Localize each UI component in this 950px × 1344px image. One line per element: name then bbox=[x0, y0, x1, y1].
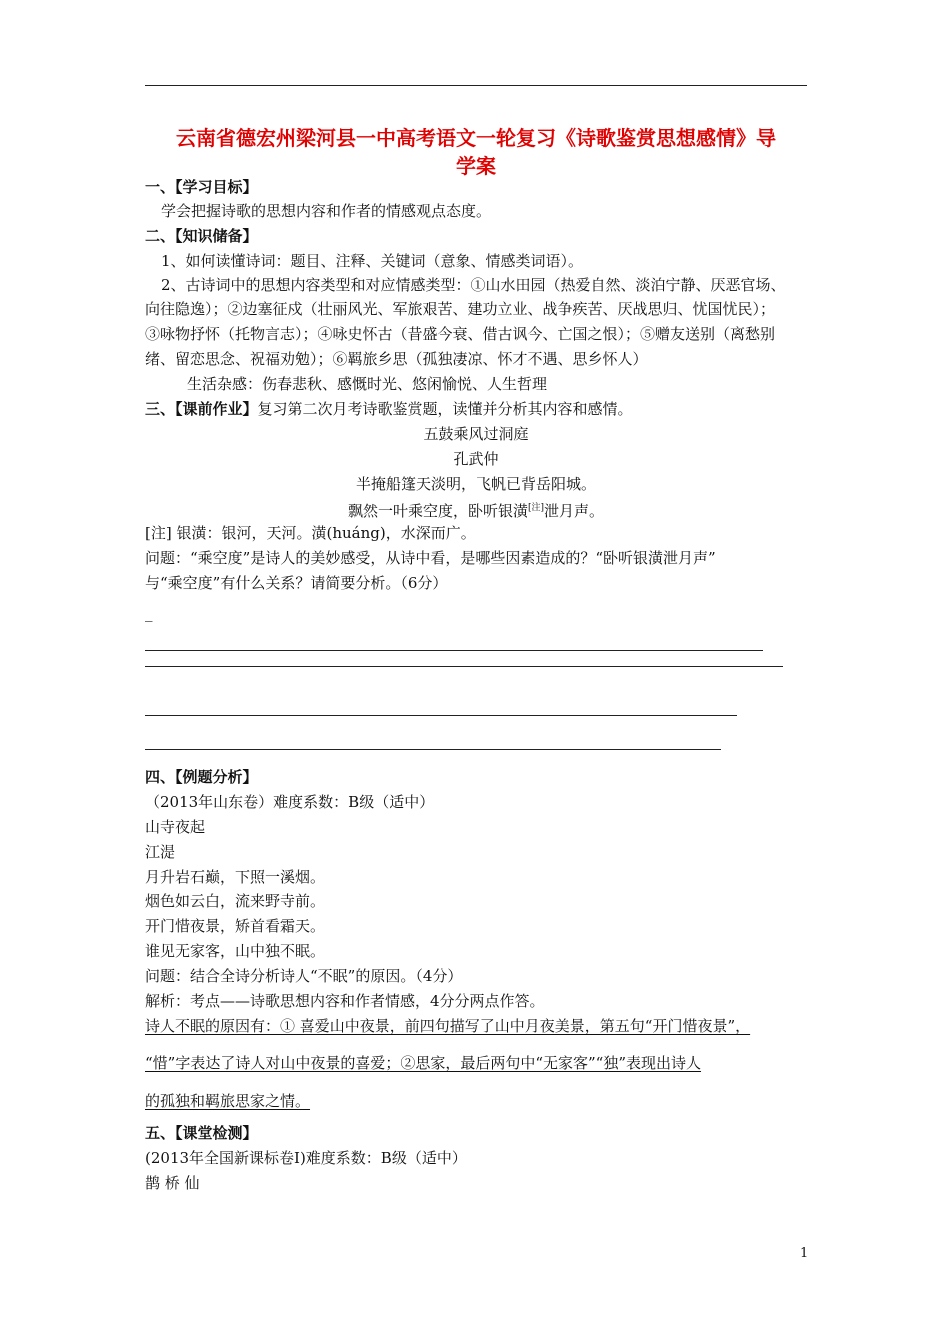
poem2-author: 江湜 bbox=[145, 843, 176, 861]
section3-text: 复习第二次月考诗歌鉴赏题，读懂并分析其内容和感情。 bbox=[257, 400, 633, 418]
answer-line-4[interactable] bbox=[145, 749, 721, 750]
poem1-line1: 半掩船篷天淡明，飞帆已背岳阳城。 bbox=[355, 475, 596, 493]
section5-source: (2013年全国新课标卷Ⅰ)难度系数：B级（适中） bbox=[145, 1149, 467, 1167]
poem1-line2 bbox=[145, 497, 807, 522]
answer-line1: 诗人不眠的原因有：① 喜爱山中夜景，前四句描写了山中月夜美景，第五句“开门惜夜景”， bbox=[145, 1017, 751, 1035]
section2-para2-line1: 2、古诗词中的思想内容类型和对应情感类型：①山水田园（热爱自然、淡泊宁静、厌恶官场、 bbox=[161, 276, 786, 294]
poem1-author: 孔武仲 bbox=[453, 450, 499, 468]
section2-para1: 1、如何读懂诗词：题目、注释、关键词（意象、情感类词语）。 bbox=[161, 252, 584, 270]
section2-heading: 二、【知识储备】 bbox=[145, 227, 258, 245]
answer-line-1[interactable] bbox=[145, 650, 763, 651]
document-title-line2: 学案 bbox=[456, 154, 496, 178]
section2-para2-line4: 绪、留恋思念、祝福劝勉）；⑥羁旅乡思（孤独凄凉、怀才不遇、思乡怀人） bbox=[145, 350, 648, 368]
poem1-line2-part2: 泄月声。 bbox=[544, 502, 605, 520]
section5-heading: 五、【课堂检测】 bbox=[145, 1124, 258, 1142]
analysis-text: 解析：考点——诗歌思想内容和作者情感，4分分两点作答。 bbox=[145, 992, 545, 1010]
answer-line2: “惜”字表达了诗人对山中夜景的喜爱；②思家，最后两句中“无家客”“独”表现出诗人 bbox=[145, 1054, 702, 1072]
question1-line2: 与“乘空度”有什么关系？请简要分析。（6分） bbox=[145, 574, 448, 592]
poem1-note-marker: [注] bbox=[527, 503, 545, 513]
answer-line-3[interactable] bbox=[145, 715, 737, 716]
section4-heading: 四、【例题分析】 bbox=[145, 768, 258, 786]
header-rule bbox=[145, 85, 807, 86]
poem1-title: 五鼓乘风过洞庭 bbox=[423, 425, 529, 443]
section1-text: 学会把握诗歌的思想内容和作者的情感观点态度。 bbox=[161, 202, 492, 220]
poem2-line2: 烟色如云白，流来野寺前。 bbox=[145, 892, 326, 910]
section1-heading: 一、【学习目标】 bbox=[145, 178, 258, 196]
section3-heading: 三、【课前作业】 bbox=[145, 400, 258, 418]
poem1-note: [注] 银潢：银河，天河。潢(huáng)，水深而广。 bbox=[145, 524, 476, 542]
page-number: 1 bbox=[800, 1246, 809, 1261]
answer-line3: 的孤独和羁旅思家之情。 bbox=[145, 1092, 311, 1110]
document-title-line1: 云南省德宏州梁河县一中高考语文一轮复习《诗歌鉴赏思想感情》导 bbox=[176, 126, 776, 150]
poem2-title: 山寺夜起 bbox=[145, 818, 206, 836]
section2-para3: 生活杂感：伤春悲秋、感慨时光、悠闲愉悦、人生哲理 bbox=[187, 375, 548, 393]
poem1-line2-part1: 飘然一叶乘空度，卧听银潢 bbox=[347, 502, 528, 520]
poem2-line4: 谁见无家客，山中独不眠。 bbox=[145, 942, 326, 960]
answer-line-2[interactable] bbox=[145, 666, 783, 667]
answer-blank-mark: _ bbox=[145, 604, 153, 622]
section3-line bbox=[145, 398, 633, 420]
section2-para2-line2: 向往隐逸）；②边塞征戍（壮丽风光、军旅艰苦、建功立业、战争疾苦、厌战思归、忧国忧民）； bbox=[145, 300, 776, 318]
section5-poem-title: 鹊 桥 仙 bbox=[145, 1174, 200, 1192]
question1-line1: 问题：“乘空度”是诗人的美妙感受，从诗中看，是哪些因素造成的？“卧听银潢泄月声” bbox=[145, 549, 716, 567]
poem2-line3: 开门惜夜景，矫首看霜天。 bbox=[145, 917, 326, 935]
section2-para2-line3: ③咏物抒怀（托物言志）；④咏史怀古（昔盛今衰、借古讽今、亡国之恨）；⑤赠友送别（离愁别 bbox=[145, 325, 776, 343]
poem2-line1: 月升岩石巅，下照一溪烟。 bbox=[145, 868, 326, 886]
question2: 问题：结合全诗分析诗人“不眠”的原因。（4分） bbox=[145, 967, 463, 985]
section4-source: （2013年山东卷）难度系数：B级（适中） bbox=[145, 793, 435, 811]
